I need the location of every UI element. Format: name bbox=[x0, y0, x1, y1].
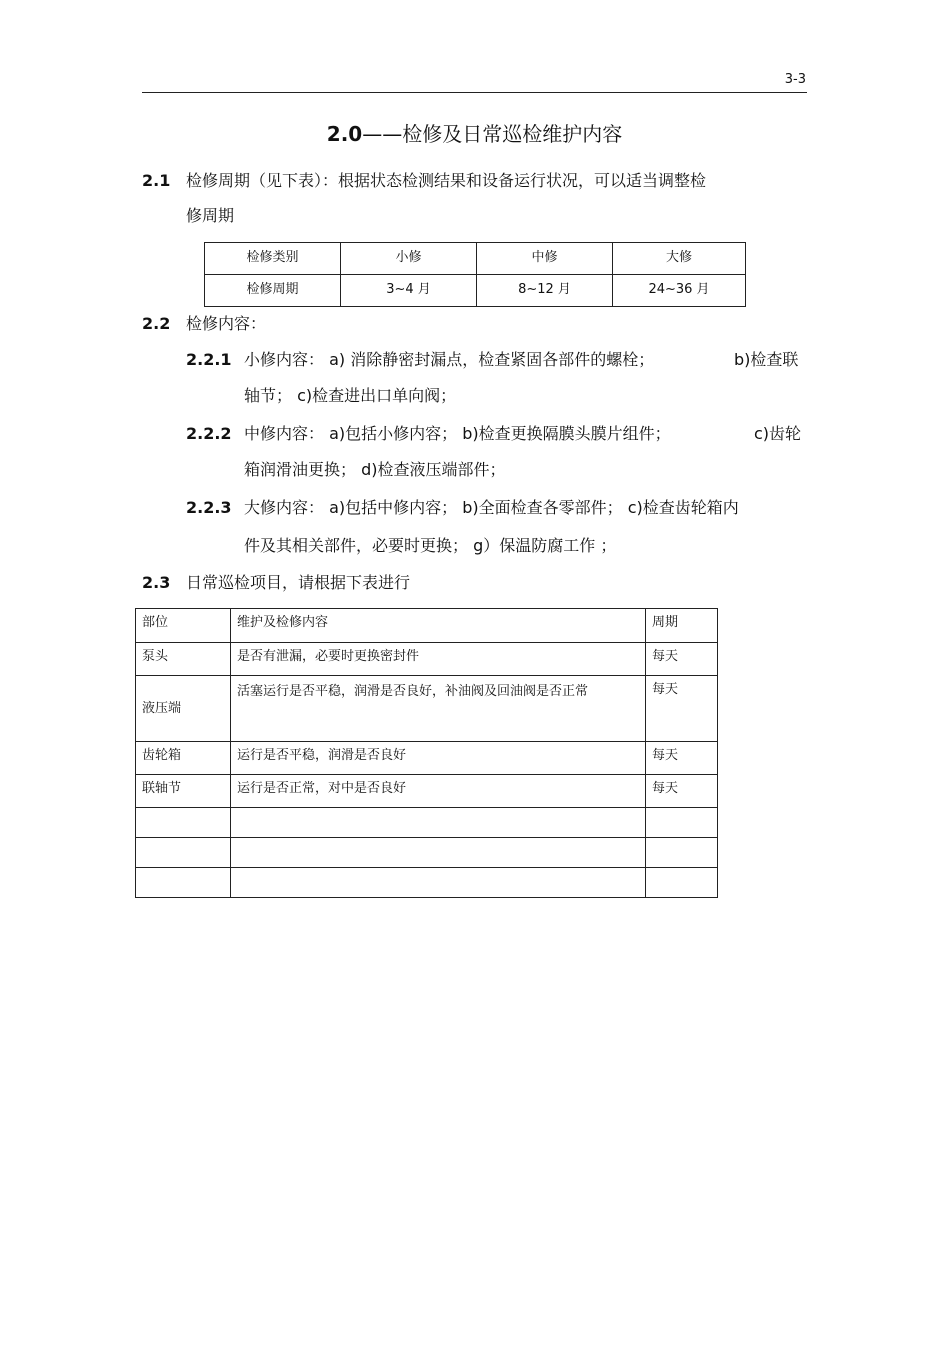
table-cell: 小修 bbox=[341, 243, 477, 275]
page-number: 3-3 bbox=[784, 72, 806, 87]
maintenance-cycle-table bbox=[204, 242, 746, 307]
table-cell: 24~36 月 bbox=[613, 275, 746, 307]
section-number: 2.2 bbox=[142, 314, 171, 333]
table-cell: 检修类别 bbox=[205, 243, 341, 275]
section-number: 2.2.2 bbox=[186, 424, 232, 443]
table-cell: 运行是否正常，对中是否良好 bbox=[231, 775, 646, 808]
section-2-2-2-cont: 箱润滑油更换； d)检查液压端部件； bbox=[244, 460, 506, 479]
section-2-1-cont: 修周期 bbox=[186, 206, 235, 225]
section-title bbox=[142, 118, 807, 147]
table-cell bbox=[646, 868, 718, 898]
table-cell bbox=[231, 838, 646, 868]
table-cell: 每天 bbox=[646, 643, 718, 676]
section-text: 小修内容： a) 消除静密封漏点，检查紧固各部件的螺栓； bbox=[244, 350, 655, 369]
table-cell bbox=[646, 808, 718, 838]
section-2-2-2-tail: c)齿轮 bbox=[754, 424, 802, 443]
table-cell: 液压端 bbox=[136, 676, 231, 742]
section-text: 检修周期（见下表）：根据状态检测结果和设备运行状况，可以适当调整检 bbox=[186, 171, 707, 190]
table-cell bbox=[231, 808, 646, 838]
table-cell: 齿轮箱 bbox=[136, 742, 231, 775]
table-cell: 泵头 bbox=[136, 643, 231, 676]
table-row-empty bbox=[136, 868, 718, 898]
section-number: 2.2.1 bbox=[186, 350, 232, 369]
section-2-2-1-cont: 轴节； c)检查进出口单向阀； bbox=[244, 386, 457, 405]
table-row bbox=[205, 275, 746, 307]
section-text: 中修内容： a)包括小修内容； b)检查更换隔膜头膜片组件； bbox=[244, 424, 671, 443]
section-2-3 bbox=[142, 572, 410, 594]
table-cell: 8~12 月 bbox=[477, 275, 613, 307]
table-cell bbox=[231, 868, 646, 898]
section-text: 检修内容： bbox=[186, 314, 267, 333]
section-2-2 bbox=[142, 313, 266, 335]
section-2-2-1-tail: b)检查联 bbox=[734, 350, 799, 369]
table-cell: 3~4 月 bbox=[341, 275, 477, 307]
table-row bbox=[136, 775, 718, 808]
table-cell: 中修 bbox=[477, 243, 613, 275]
table-cell: 每天 bbox=[646, 775, 718, 808]
section-number: 2.3 bbox=[142, 573, 171, 592]
table-cell: 每天 bbox=[646, 742, 718, 775]
header-rule bbox=[142, 92, 807, 93]
table-row-empty bbox=[136, 808, 718, 838]
table-cell: 维护及检修内容 bbox=[231, 609, 646, 643]
daily-patrol-table bbox=[135, 608, 718, 898]
table-cell: 检修周期 bbox=[205, 275, 341, 307]
table-row-empty bbox=[136, 838, 718, 868]
table-cell bbox=[136, 838, 231, 868]
section-number: 2.1 bbox=[142, 171, 171, 190]
table-cell: 周期 bbox=[646, 609, 718, 643]
table-cell bbox=[136, 868, 231, 898]
table-cell bbox=[646, 838, 718, 868]
section-text: 日常巡检项目，请根据下表进行 bbox=[186, 573, 411, 592]
table-header-row bbox=[136, 609, 718, 643]
section-2-2-3 bbox=[186, 497, 739, 519]
table-row bbox=[136, 676, 718, 742]
table-cell bbox=[136, 808, 231, 838]
table-cell: 部位 bbox=[136, 609, 231, 643]
section-2-1 bbox=[142, 170, 706, 192]
table-cell: 每天 bbox=[646, 676, 718, 742]
table-cell: 运行是否平稳，润滑是否良好 bbox=[231, 742, 646, 775]
section-text: 大修内容： a)包括中修内容； b)全面检查各零部件； c)检查齿轮箱内 bbox=[244, 498, 739, 517]
title-text: ——检修及日常巡检维护内容 bbox=[362, 122, 623, 146]
table-row bbox=[136, 643, 718, 676]
table-cell: 活塞运行是否平稳，润滑是否良好，补油阀及回油阀是否正常 bbox=[231, 676, 646, 742]
section-2-2-1 bbox=[186, 349, 654, 371]
section-2-2-3-cont: 件及其相关部件，必要时更换； g）保温防腐工作 ； bbox=[244, 536, 617, 555]
table-header-row bbox=[205, 243, 746, 275]
table-cell: 是否有泄漏，必要时更换密封件 bbox=[231, 643, 646, 676]
section-number: 2.2.3 bbox=[186, 498, 232, 517]
title-number: 2.0 bbox=[326, 122, 363, 146]
section-2-2-2 bbox=[186, 423, 671, 445]
table-cell: 大修 bbox=[613, 243, 746, 275]
table-row bbox=[136, 742, 718, 775]
table-cell: 联轴节 bbox=[136, 775, 231, 808]
